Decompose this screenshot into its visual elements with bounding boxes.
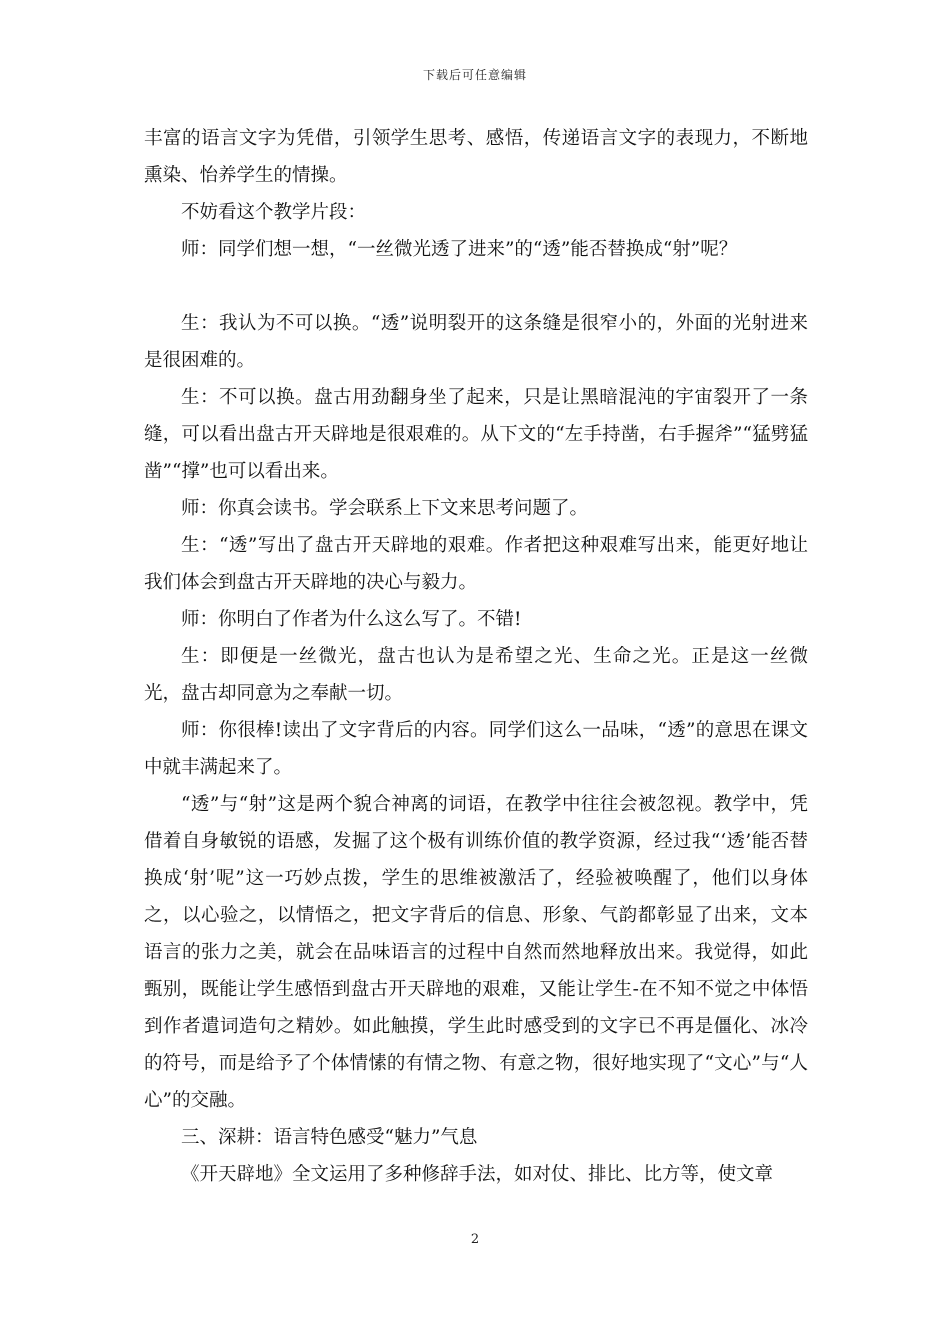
page-number: 2 bbox=[470, 1232, 480, 1247]
paragraph-continuation: 丰富的语言文字为凭借，引领学生思考、感悟，传递语言文字的表现力，不断地熏染、怡养学生的情操。 bbox=[144, 128, 808, 186]
dialogue-student-2: 生：不可以换。盘古用劲翻身坐了起来，只是让黑暗混沌的宇宙裂开了一条缝，可以看出盘古开天辟地是很艰难的。从下文的“左手持凿，右手握斧”“猛劈猛凿”“撑”也可以看出来。 bbox=[144, 387, 808, 482]
dialogue-teacher-1: 师：你真会读书。学会联系上下文来思考问题了。 bbox=[181, 498, 589, 519]
document-body bbox=[144, 120, 808, 1193]
dialogue-student-1: 生：我认为不可以换。“透”说明裂开的这条缝是很窄小的，外面的光射进来是很困难的。 bbox=[144, 313, 808, 371]
analysis-paragraph: “透”与“射”这是两个貌合神离的词语，在教学中往往会被忽视。教学中，凭借着自身敏锐的语感，发掘了这个极有训练价值的教学资源，经过我“‘透’能否替换成‘射’呢”这一巧妙点拨，学生的思维被激活了，经验被唤醒了，他们以身体之，以心验之，以情悟之，把文字背后的信息、形象、气韵都彰显了出来，文本语言的张力之美，就会在品味语言的过程中自然而然地释放出来。我觉得，如此甄别，既能让学生感悟到盘古开天辟地的艰难，又能让学生-在不知不觉之中体悟到作者遣词造句之精妙。如此触摸，学生此时感受到的文字已不再是僵化、冰冷的符号，而是给予了个体情愫的有情之物、有意之物，很好地实现了“文心”与“人心”的交融。 bbox=[144, 794, 808, 1111]
dialogue-student-4: 生：即便是一丝微光，盘古也认为是希望之光、生命之光。正是这一丝微光，盘古却同意为之奉献一切。 bbox=[144, 646, 808, 704]
dialogue-teacher-question: 师：同学们想一想，“一丝微光透了进来”的“透”能否替换成“射”呢？ bbox=[181, 239, 738, 260]
dialogue-teacher-2: 师：你明白了作者为什么这么写了。不错! bbox=[181, 609, 522, 630]
paragraph-intro: 不妨看这个教学片段： bbox=[181, 202, 367, 223]
paragraph-next-section: 《开天辟地》全文运用了多种修辞手法，如对仗、排比、比方等，使文章 bbox=[181, 1164, 774, 1185]
blank-line bbox=[144, 268, 808, 305]
section-heading: 三、深耕：语言特色感受“魅力”气息 bbox=[181, 1127, 478, 1148]
dialogue-teacher-3: 师：你很棒!读出了文字背后的内容。同学们这么一品味，“透”的意思在课文中就丰满起来了。 bbox=[144, 720, 808, 778]
page-header: 下载后可任意编辑 bbox=[422, 68, 527, 82]
dialogue-student-3: 生：“透”写出了盘古开天辟地的艰难。作者把这种艰难写出来，能更好地让我们体会到盘古开天辟地的决心与毅力。 bbox=[144, 535, 808, 593]
